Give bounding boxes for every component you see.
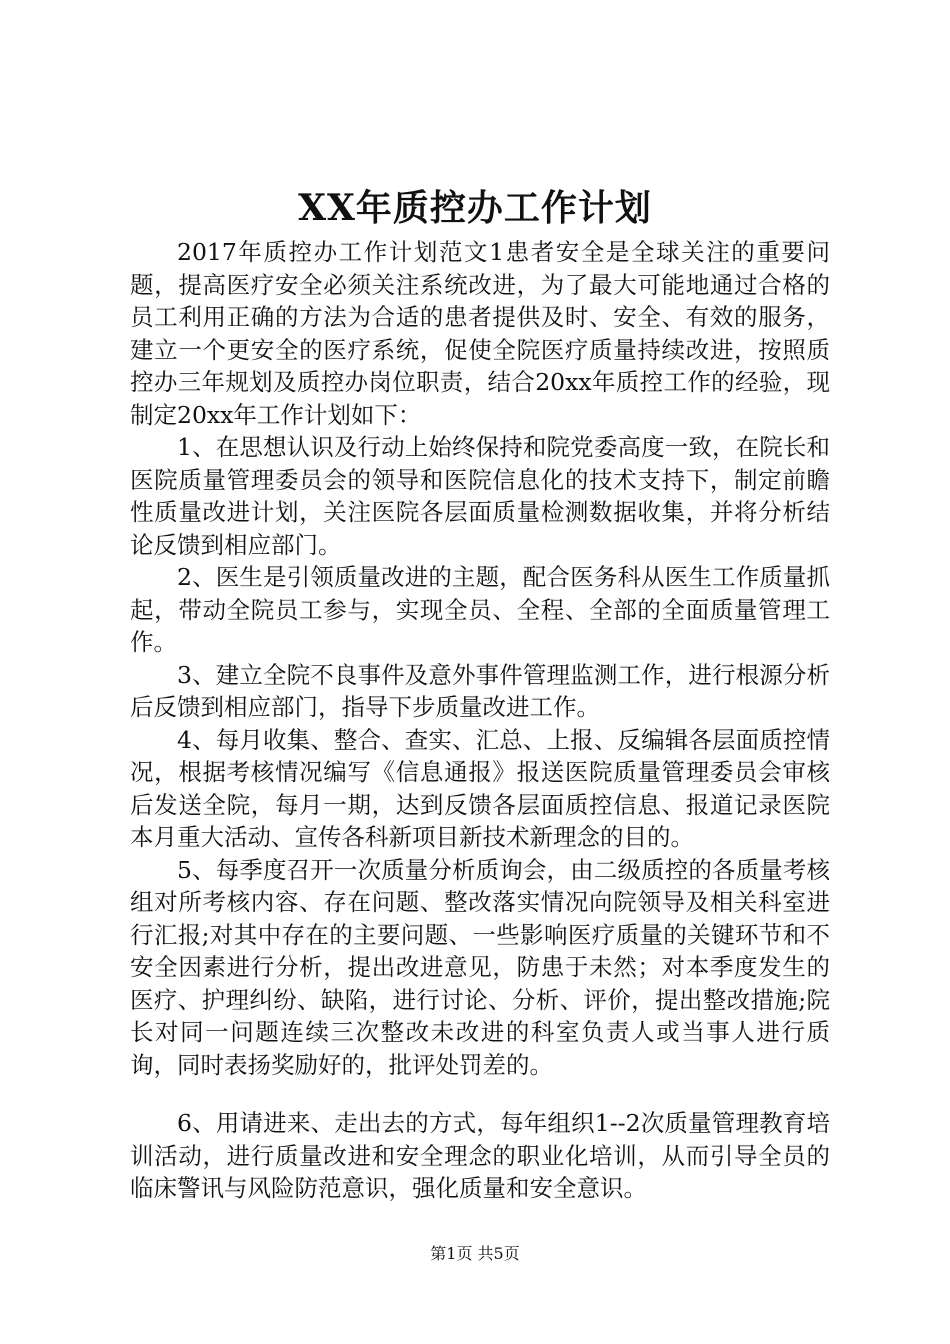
plan-item-3: 3、建立全院不良事件及意外事件管理监测工作，进行根源分析后反馈到相应部门，指导下步质量改进工作。: [130, 660, 830, 721]
document-body: [130, 236, 830, 1205]
plan-item-4: 4、每月收集、整合、查实、汇总、上报、反编辑各层面质控情况，根据考核情况编写《信息通报》报送医院质量管理委员会审核后发送全院，每月一期，达到反馈各层面质控信息、报道记录医院本月重大活动、宣传各科新项目新技术新理念的目的。: [130, 725, 830, 851]
page-footer: 第1页 共5页: [430, 1244, 520, 1263]
intro-paragraph: 2017年质控办工作计划范文1患者安全是全球关注的重要问题，提高医疗安全必须关注系统改进，为了最大可能地通过合格的员工利用正确的方法为合适的患者提供及时、安全、有效的服务，建立一个更安全的医疗系统，促使全院医疗质量持续改进，按照质控办三年规划及质控办岗位职责，结合20xx年质控工作的经验，现制定20xx年工作计划如下：: [130, 238, 830, 429]
plan-item-6: 6、用请进来、走出去的方式，每年组织1--2次质量管理教育培训活动，进行质量改进和安全理念的职业化培训，从而引导全员的临床警讯与风险防范意识，强化质量和安全意识。: [130, 1109, 830, 1202]
plan-item-2: 2、医生是引领质量改进的主题，配合医务科从医生工作质量抓起，带动全院员工参与，实现全员、全程、全部的全面质量管理工作。: [130, 563, 830, 656]
document-title: XX年质控办工作计划: [298, 187, 652, 229]
paragraph-gap: [130, 1081, 830, 1107]
plan-item-1: 1、在思想认识及行动上始终保持和院党委高度一致，在院长和医院质量管理委员会的领导和医院信息化的技术支持下，制定前瞻性质量改进计划，关注医院各层面质量检测数据收集，并将分析结论反馈到相应部门。: [130, 433, 830, 559]
plan-item-5: 5、每季度召开一次质量分析质询会，由二级质控的各质量考核组对所考核内容、存在问题、整改落实情况向院领导及相关科室进行汇报;对其中存在的主要问题、一些影响医疗质量的关键环节和不安全因素进行分析，提出改进意见，防患于未然；对本季度发生的医疗、护理纠纷、缺陷，进行讨论、分析、评价，提出整改措施;院长对同一问题连续三次整改未改进的科室负责人或当事人进行质询，同时表扬奖励好的，批评处罚差的。: [130, 855, 830, 1079]
